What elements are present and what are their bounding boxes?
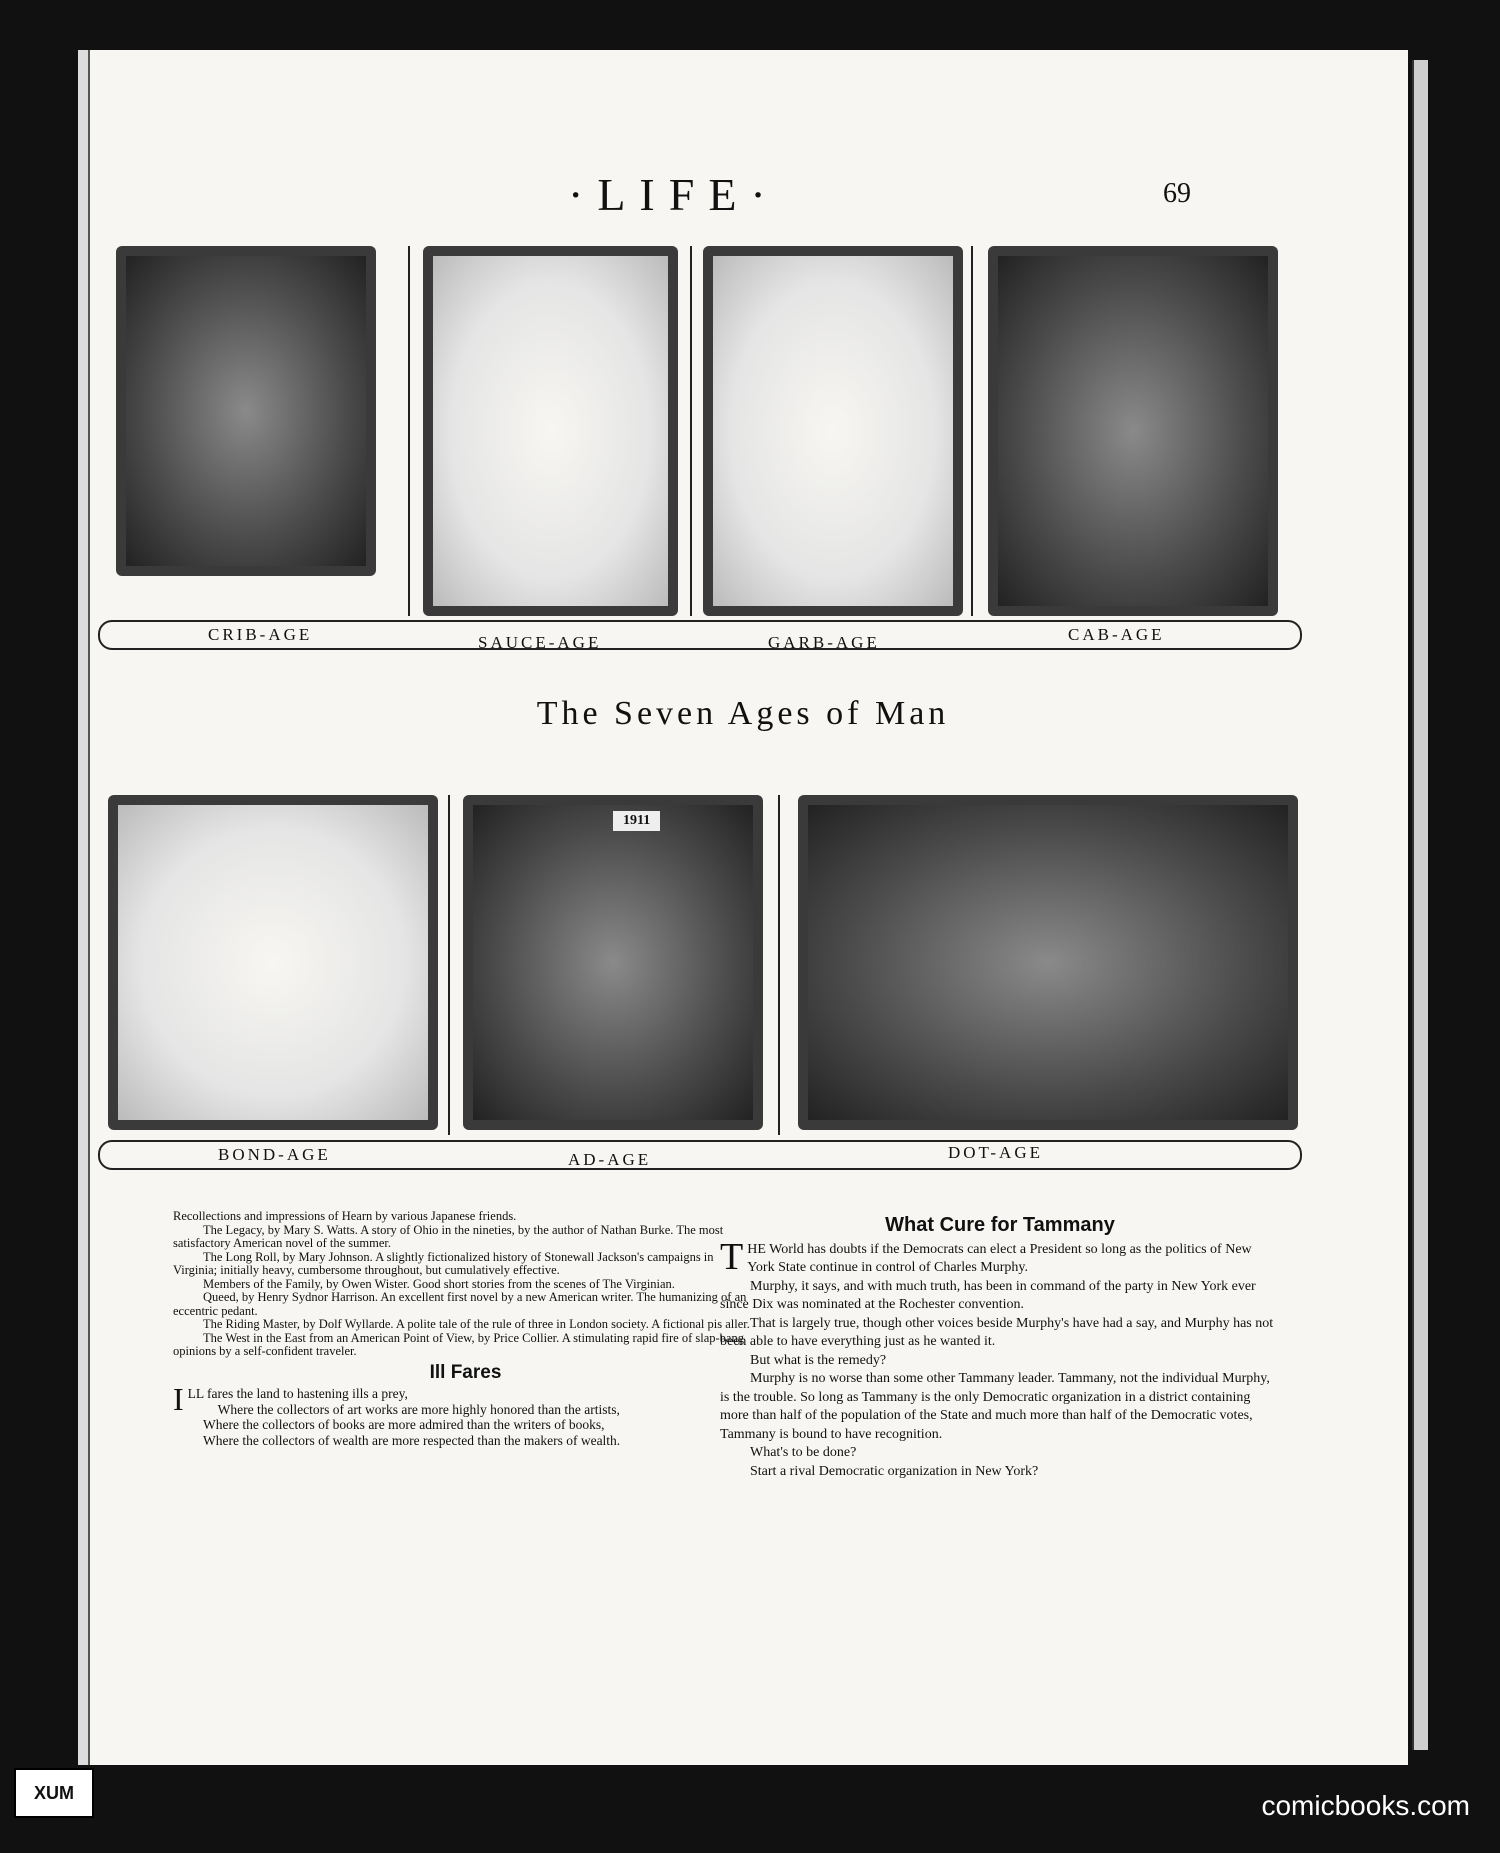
illustration-crib-age bbox=[116, 246, 376, 576]
illustration-garb-age bbox=[703, 246, 963, 616]
illustration-sauce-age bbox=[423, 246, 678, 616]
book-note: The Long Roll, by Mary Johnson. A slightly fictionalized history of Stonewall Jackson's campaigns in Virginia; initially heavy, cumbersome throughout, but cumulatively effective. bbox=[173, 1249, 714, 1277]
illustration-cab-age bbox=[988, 246, 1278, 616]
divider bbox=[408, 246, 410, 616]
series-title: The Seven Ages of Man bbox=[536, 695, 950, 732]
illustration-bond-age bbox=[108, 795, 438, 1130]
illustration-dot-age bbox=[798, 795, 1298, 1130]
tammany-paragraph: That is largely true, though other voices beside Murphy's have had a say, and Murphy has not been able to have everything just as he wanted it. bbox=[720, 1315, 1274, 1349]
label-sauce-age: SAUCE-AGE bbox=[478, 633, 602, 652]
label-garb-age: GARB-AGE bbox=[768, 633, 880, 652]
illustration-ad-age bbox=[463, 795, 763, 1130]
tammany-paragraph: But what is the remedy? bbox=[750, 1352, 887, 1368]
tammany-paragraph: What's to be done? bbox=[750, 1445, 857, 1460]
tammany-heading: What Cure for Tammany bbox=[885, 1214, 1115, 1236]
label-dot-age: DOT-AGE bbox=[948, 1143, 1043, 1162]
left-column bbox=[173, 1210, 758, 1448]
label-crib-age: CRIB-AGE bbox=[208, 625, 313, 644]
label-cab-age: CAB-AGE bbox=[1068, 625, 1165, 644]
tammany-paragraph: THE World has doubts if the Democrats can elect a President so long as the politics of New York State continue in control of Charles Murphy. bbox=[720, 1235, 1252, 1278]
divider bbox=[448, 795, 450, 1135]
divider bbox=[971, 246, 973, 616]
label-ad-age: AD-AGE bbox=[568, 1150, 652, 1169]
book-note: Members of the Family, by Owen Wister. Good short stories from the scenes of The Virginian. bbox=[203, 1276, 675, 1291]
page-edge bbox=[1412, 60, 1428, 1750]
page-gutter bbox=[78, 50, 90, 1765]
ill-fares-line: ILL fares the land to hastening ills a prey, bbox=[173, 1381, 408, 1417]
masthead: ·LIFE· bbox=[568, 169, 780, 220]
tammany-paragraph: Murphy, it says, and with much truth, has been in command of the party in New York ever since Dix was nominated at the Rochester convention. bbox=[720, 1278, 1256, 1312]
watermark: comicbooks.com bbox=[1261, 1790, 1470, 1821]
book-note: The Riding Master, by Dolf Wyllarde. A polite tale of the rule of three in London society. A fictional pis aller. bbox=[203, 1317, 750, 1331]
ill-fares-line: Where the collectors of art works are more highly honored than the artists, bbox=[217, 1401, 620, 1417]
ill-fares-line: Where the collectors of wealth are more respected than the makers of wealth. bbox=[203, 1432, 621, 1448]
divider bbox=[690, 246, 692, 616]
corner-label: XUM bbox=[14, 1768, 94, 1818]
book-note: Recollections and impressions of Hearn by various Japanese friends. bbox=[173, 1209, 517, 1223]
book-note: The West in the East from an American Point of View, by Price Collier. A stimulating rapid fire of slap-bang opinions by a self-confident traveler. bbox=[173, 1330, 744, 1358]
page-number: 69 bbox=[1163, 178, 1191, 209]
ill-fares-heading: Ill Fares bbox=[429, 1361, 502, 1383]
calendar-year: 1911 bbox=[613, 811, 660, 831]
label-bond-age: BOND-AGE bbox=[218, 1145, 331, 1164]
drop-cap: I bbox=[173, 1381, 184, 1417]
tammany-paragraph: Murphy is no worse than some other Tammany leader. Tammany, not the individual Murphy, is the trouble. So long as Tammany is the only Democratic organization in a district containing more than half of the population of the State and much more than half of the Democratic votes, Tammany is bound to have recognition. bbox=[720, 1371, 1270, 1442]
tammany-paragraph: Start a rival Democratic organization in New York? bbox=[750, 1463, 1039, 1479]
book-note: Queed, by Henry Sydnor Harrison. An excellent first novel by a new American writer. The humanizing of an eccentric pedant. bbox=[173, 1290, 747, 1318]
book-note: The Legacy, by Mary S. Watts. A story of Ohio in the nineties, by the author of Nathan Burke. The most satisfactory American novel of the summer. bbox=[173, 1222, 724, 1250]
right-column bbox=[720, 1210, 1280, 1481]
ill-fares-line: Where the collectors of books are more admired than the writers of books, bbox=[203, 1417, 605, 1432]
divider bbox=[778, 795, 780, 1135]
magazine-page bbox=[78, 50, 1408, 1765]
drop-cap: T bbox=[720, 1235, 744, 1278]
